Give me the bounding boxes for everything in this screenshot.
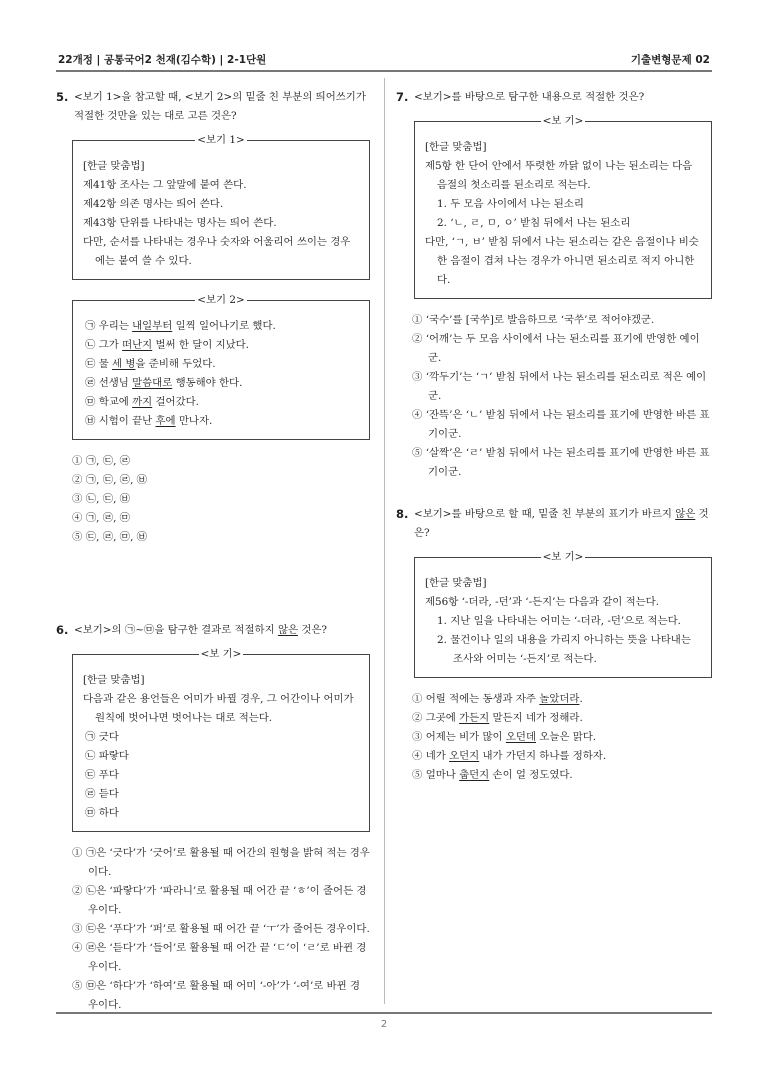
answer-option-4[interactable]: ④ ㉣은 ‘듣다’가 ‘들어’로 활용될 때 어간 끝 ‘ㄷ’이 ‘ㄹ’로 바뀐 경우이다. [72, 942, 367, 973]
example-word: ㉣ 듣다 [85, 788, 119, 800]
example-word: ㉠ 긋다 [85, 731, 119, 743]
answer-option-2[interactable] [412, 709, 712, 728]
sentence-text: 선생님 [95, 377, 133, 389]
sentence-text: 일찍 일어나기로 했다. [172, 320, 276, 332]
option-text: ② 그곳에 [412, 712, 460, 724]
question-text-part: <보기>의 ㉠~㉤을 탐구한 결과로 적절하지 [74, 624, 278, 636]
rule-line: 제5항 한 단어 안에서 뚜렷한 까닭 없이 나는 된소리는 다음 음절의 첫소리를 된소리로 적는다. [425, 160, 693, 191]
example-sentence [83, 336, 359, 355]
answer-option-1[interactable]: ① ㉠, ㉢, ㉣ [72, 455, 131, 467]
underlined-phrase: 놀았더라 [539, 693, 580, 705]
answer-option-1[interactable]: ① ㉠은 ‘긋다’가 ‘긋어’로 활용될 때 어간의 원형을 밝혀 적는 경우이다. [72, 847, 370, 878]
rule-line: 제56항 ‘-더라, -던’과 ‘-든지’는 다음과 같이 적는다. [425, 596, 660, 608]
answer-option-1[interactable] [412, 690, 712, 709]
underlined-emphasis: 않은 [277, 624, 299, 636]
bogi-title: <보 기> [542, 115, 584, 127]
bogi-1-box [72, 134, 370, 280]
item-marker: ㉤ [85, 396, 96, 408]
page-header [58, 50, 710, 70]
question-number: 5. [56, 90, 69, 104]
rule-item: 1. 지난 일을 나타내는 어미는 ‘-더라, -던’으로 적는다. [437, 615, 681, 627]
answer-options [72, 452, 370, 547]
item-marker: ㉡ [85, 339, 96, 351]
option-text: ① 어릴 적에는 동생과 자주 [412, 693, 540, 705]
rule-note: 다만, ‘ㄱ, ㅂ’ 받침 뒤에서 나는 된소리는 같은 음절이나 비슷한 음절이 겹쳐 나는 경우가 아니면 된소리로 적지 아니한다. [425, 236, 699, 286]
bogi-title: <보 기> [542, 551, 584, 563]
answer-option-3[interactable] [412, 728, 712, 747]
sentence-text: 행동해야 한다. [172, 377, 243, 389]
rule-item: 2. ‘ㄴ, ㄹ, ㅁ, ㅇ’ 받침 뒤에서 나는 된소리 [437, 217, 631, 229]
question-number: 7. [396, 90, 409, 104]
answer-option-2[interactable]: ② ‘어깨’는 두 모음 사이에서 나는 된소리를 표기에 반영한 예이군. [412, 333, 700, 364]
answer-option-5[interactable] [412, 766, 712, 785]
question-8 [398, 505, 712, 785]
underlined-phrase: 까지 [132, 396, 153, 408]
option-text: 오늘은 맑다. [536, 731, 597, 743]
bogi-title: <보 기> [200, 648, 242, 660]
example-sentence [83, 317, 359, 336]
answer-option-5[interactable]: ⑤ ㉢, ㉣, ㉤, ㉥ [72, 531, 148, 543]
example-word: ㉡ 파랗다 [85, 750, 129, 762]
rule-line: 다음과 같은 용언들은 어미가 바뀔 경우, 그 어간이나 어미가 원칙에 벗어나면 벗어나는 대로 적는다. [83, 693, 354, 724]
example-word: ㉤ 하다 [85, 807, 119, 819]
answer-option-3[interactable]: ③ ㉡, ㉢, ㉥ [72, 493, 131, 505]
answer-option-2[interactable]: ② ㉠, ㉢, ㉣, ㉥ [72, 474, 148, 486]
sentence-text: 을 준비해 두었다. [135, 358, 216, 370]
page-number: 2 [380, 1019, 388, 1030]
answer-option-5[interactable]: ⑤ ‘살짝’은 ‘ㄹ’ 받침 뒤에서 나는 된소리를 표기에 반영한 바른 표기이군. [412, 447, 710, 478]
box-heading: [한글 맞춤법] [425, 577, 487, 589]
question-number: 6. [56, 623, 69, 637]
answer-option-4[interactable] [412, 747, 712, 766]
header-exam-title: 기출변형문제 02 [630, 54, 710, 66]
item-marker: ㉥ [85, 415, 96, 427]
sentence-text: 우리는 [95, 320, 133, 332]
underlined-phrase: 세 병 [112, 358, 136, 370]
question-text [398, 505, 712, 543]
bogi-box [414, 115, 712, 299]
example-sentence [83, 374, 359, 393]
option-text: 말든지 네가 정해라. [489, 712, 583, 724]
example-word: ㉢ 푸다 [85, 769, 119, 781]
bogi-box [72, 648, 370, 832]
answer-options [72, 844, 370, 1015]
underlined-phrase: 오던지 [449, 750, 480, 762]
question-7 [398, 88, 712, 482]
question-text: <보기 1>을 참고할 때, <보기 2>의 밑줄 친 부분의 띄어쓰기가 적절한 것만을 있는 대로 고른 것은? [74, 91, 366, 122]
answer-option-5[interactable]: ⑤ ㉤은 ‘하다’가 ‘하여’로 활용될 때 어미 ‘-아’가 ‘-여’로 바뀐 경우이다. [72, 980, 360, 1011]
item-marker: ㉢ [85, 358, 96, 370]
underlined-phrase: 내일부터 [132, 320, 173, 332]
rule-item: 1. 두 모음 사이에서 나는 된소리 [437, 198, 584, 210]
underlined-phrase: 오던데 [505, 731, 536, 743]
question-text [58, 621, 370, 640]
answer-option-3[interactable]: ③ ㉢은 ‘푸다’가 ‘퍼’로 활용될 때 어간 끝 ‘ㅜ’가 줄어든 경우이다. [72, 923, 370, 935]
example-sentence [83, 412, 359, 431]
sentence-text: 물 [95, 358, 113, 370]
option-text: ③ 어제는 비가 많이 [412, 731, 506, 743]
option-text: 손이 얼 정도였다. [489, 769, 573, 781]
question-text-part: <보기>를 바탕으로 할 때, 밑줄 친 부분의 표기가 바르지 [414, 508, 676, 520]
answer-option-3[interactable]: ③ ‘깍두기’는 ‘ㄱ’ 받침 뒤에서 나는 된소리를 된소리로 적은 예이군. [412, 371, 707, 402]
underlined-phrase: 떠난지 [122, 339, 153, 351]
bogi-2-box [72, 294, 370, 440]
rule-item: 2. 물건이나 일의 내용을 가리지 아니하는 뜻을 나타내는 조사와 어미는 ‘-든지’로 적는다. [437, 634, 691, 665]
rule-line: 제42항 의존 명사는 띄어 쓴다. [83, 198, 224, 210]
underlined-phrase: 춥던지 [459, 769, 490, 781]
underlined-phrase: 말씀대로 [132, 377, 173, 389]
bogi-2-title: <보기 2> [197, 294, 245, 306]
box-heading: [한글 맞춤법] [83, 160, 145, 172]
header-course-info: 22개정 | 공통국어2 천재(김수학) | 2-1단원 [58, 54, 267, 66]
answer-option-1[interactable]: ① ‘국수’를 [국쑤]로 발음하므로 ‘국쑤’로 적어야겠군. [412, 314, 655, 326]
example-sentence [83, 355, 359, 374]
box-heading: [한글 맞춤법] [425, 141, 487, 153]
sentence-text: 시험이 끝난 [95, 415, 156, 427]
question-number: 8. [396, 507, 409, 521]
item-marker: ㉠ [85, 320, 96, 332]
sentence-text: 만나자. [175, 415, 213, 427]
answer-option-2[interactable]: ② ㉡은 ‘파랗다’가 ‘파라니’로 활용될 때 어간 끝 ‘ㅎ’이 줄어든 경우이다. [72, 885, 367, 916]
bogi-1-title: <보기 1> [197, 134, 245, 146]
example-sentence [83, 393, 359, 412]
answer-options [412, 311, 712, 482]
right-column [396, 88, 712, 781]
box-heading: [한글 맞춤법] [83, 674, 145, 686]
option-text: 내가 가던지 하나를 정하자. [479, 750, 607, 762]
question-text: <보기>를 바탕으로 탐구한 내용으로 적절한 것은? [414, 91, 645, 103]
sentence-text: 벌써 한 달이 지났다. [152, 339, 250, 351]
footer-divider [56, 1012, 712, 1014]
column-divider [384, 78, 385, 1004]
underlined-phrase: 가든지 [459, 712, 490, 724]
sentence-text: 걸어갔다. [152, 396, 199, 408]
item-marker: ㉣ [85, 377, 96, 389]
question-5 [58, 88, 370, 547]
rule-line: 다만, 순서를 나타내는 경우나 숫자와 어울리어 쓰이는 경우에는 붙여 쓸 수 있다. [83, 236, 351, 267]
sentence-text: 그가 [95, 339, 123, 351]
header-divider [56, 70, 712, 72]
option-text: ④ 네가 [412, 750, 450, 762]
left-column [56, 88, 370, 1011]
question-6 [58, 621, 370, 1015]
rule-line: 제41항 조사는 그 앞말에 붙여 쓴다. [83, 179, 247, 191]
option-text: ⑤ 얼마나 [412, 769, 460, 781]
underlined-phrase: 후에 [155, 415, 176, 427]
question-text-part: 것은? [414, 508, 709, 539]
sentence-text: 학교에 [95, 396, 133, 408]
answer-options [412, 690, 712, 785]
option-text: . [579, 693, 583, 705]
question-text-part: 것은? [298, 624, 327, 636]
answer-option-4[interactable]: ④ ㉠, ㉣, ㉤ [72, 512, 131, 524]
answer-option-4[interactable]: ④ ‘잔뜩’은 ‘ㄴ’ 받침 뒤에서 나는 된소리를 표기에 반영한 바른 표기이군. [412, 409, 710, 440]
rule-line: 제43항 단위를 나타내는 명사는 띄어 쓴다. [83, 217, 277, 229]
underlined-emphasis: 않은 [675, 508, 696, 520]
bogi-box [414, 551, 712, 678]
